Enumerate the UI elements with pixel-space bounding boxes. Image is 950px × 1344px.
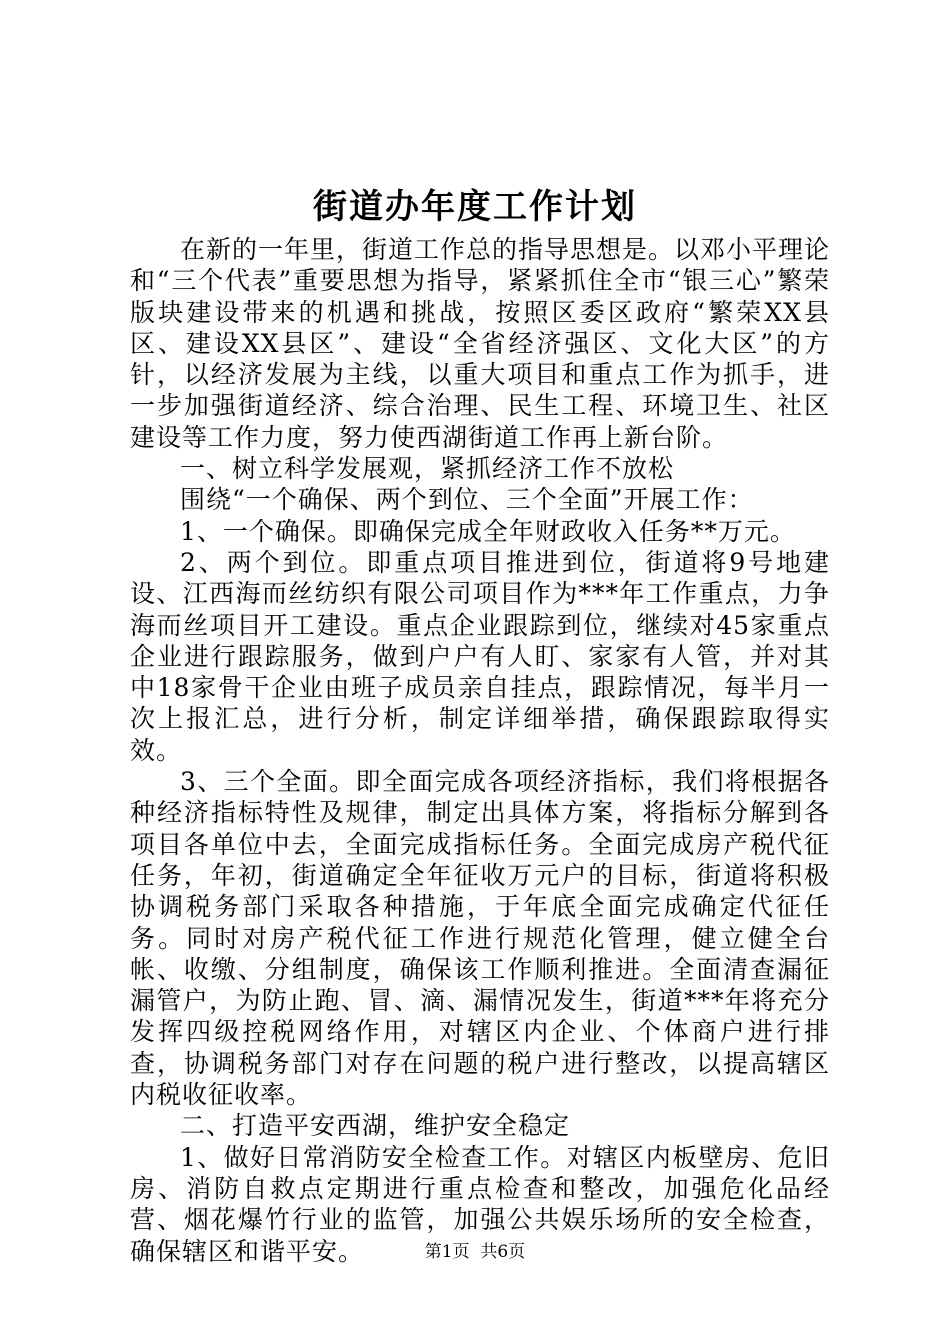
section-heading-2: 二、打造平安西湖，维护安全稳定 xyxy=(180,1111,571,1141)
page-number: 第1页 xyxy=(424,1242,470,1262)
list-item: 1、做好日常消防安全检查工作。对辖区内板壁房、危旧房、消防自救点定期进行重点检查和整改，加强危化品经营、烟花爆竹行业的监管，加强公共娱乐场所的安全检查，确保辖区和谐平安。 xyxy=(130,1142,830,1266)
list-item: 3、三个全面。即全面完成各项经济指标，我们将根据各种经济指标特性及规律，制定出具体方案，将指标分解到各项目各单位中去，全面完成指标任务。全面完成房产税代征任务，年初，街道确定全年征收万元户的目标，街道将积极协调税务部门采取各种措施，于年底全面完成确定代征任务。同时对房产税代征工作进行规范化管理，健立健全台帐、收缴、分组制度，确保该工作顺利推进。全面清查漏征漏管户，为防止跑、冒、滴、漏情况发生，街道***年将充分发挥四级控税网络作用，对辖区内企业、个体商户进行排查，协调税务部门对存在问题的税户进行整改，以提高辖区内税收征收率。 xyxy=(130,767,830,1110)
page-footer xyxy=(0,1240,950,1264)
section-heading-1: 一、树立科学发展观，紧抓经济工作不放松 xyxy=(180,454,675,484)
paragraph-intro: 在新的一年里，街道工作总的指导思想是。以邓小平理论和“三个代表”重要思想为指导，紧紧抓住全市“银三心”繁荣版块建设带来的机遇和挑战，按照区委区政府“繁荣XX县区、建设XX县区”、建设“全省经济强区、文化大区”的方针，以经济发展为主线，以重大项目和重点工作为抓手，进一步加强街道经济、综合治理、民生工程、环境卫生、社区建设等工作力度，努力使西湖街道工作再上新台阶。 xyxy=(130,235,831,452)
document-body xyxy=(130,234,830,1267)
document-title: 街道办年度工作计划 xyxy=(313,187,637,227)
paragraph: 围绕“一个确保、两个到位、三个全面”开展工作： xyxy=(180,485,754,515)
list-item: 2、两个到位。即重点项目推进到位，街道将9号地建设、江西海而丝纺织有限公司项目作为***年工作重点，力争海而丝项目开工建设。重点企业跟踪到位，继续对45家重点企业进行跟踪服务，做到户户有人盯、家家有人管，并对其中18家骨干企业由班子成员亲自挂点，跟踪情况，每半月一次上报汇总，进行分析，制定详细举措，确保跟踪取得实效。 xyxy=(130,547,830,765)
page-total: 共6页 xyxy=(480,1242,526,1262)
list-item: 1、一个确保。即确保完成全年财政收入任务**万元。 xyxy=(180,516,796,546)
